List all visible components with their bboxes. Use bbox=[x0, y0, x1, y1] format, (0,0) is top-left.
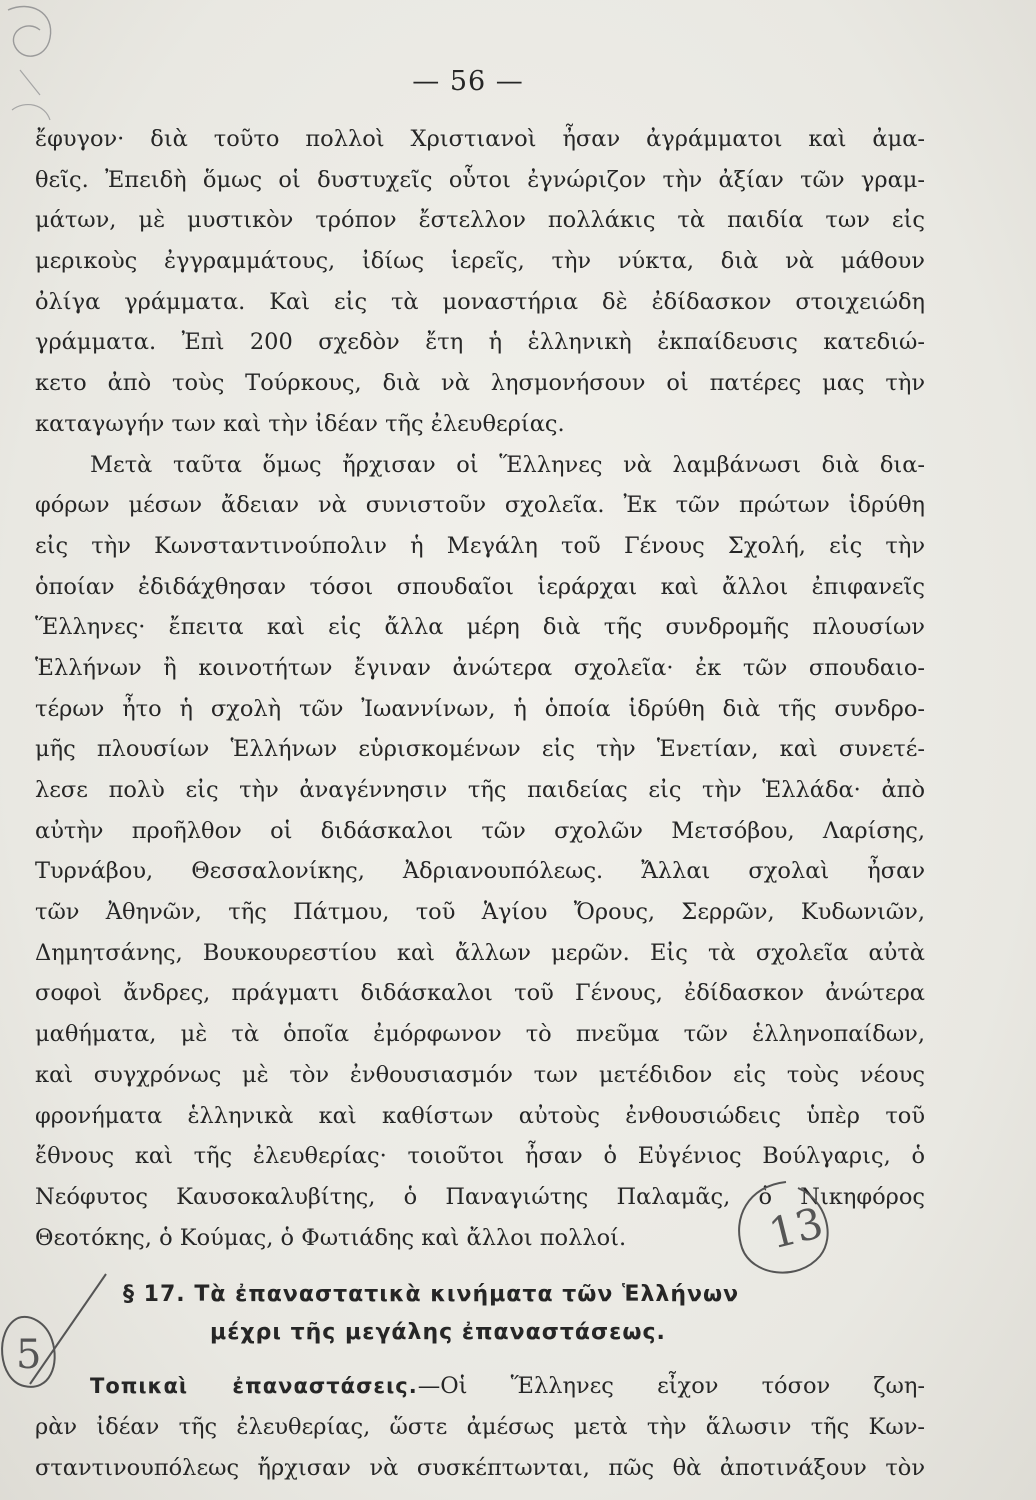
text-line: ὀλίγα γράμματα. Καὶ εἰς τὰ μοναστήρια δὲ ἐδίδασκον στοιχειώδη bbox=[35, 288, 925, 315]
paragraph-3 bbox=[35, 1366, 925, 1488]
subsection-title: Τοπικαὶ ἐπαναστάσεις. bbox=[90, 1374, 418, 1399]
text-line: σοφοὶ ἄνδρες, πράγματι διδάσκαλοι τοῦ Γένους, ἐδίδασκον ἀνώτερα bbox=[35, 980, 925, 1007]
paragraph-2 bbox=[35, 445, 925, 1259]
text-line: φόρων μέσων ἄδειαν νὰ συνιστοῦν σχολεῖα. Ἐκ τῶν πρώτων ἱδρύθη bbox=[35, 492, 925, 519]
text-line: μάτων, μὲ μυστικὸν τρόπον ἔστελλον πολλάκις τὰ παιδία των εἰς bbox=[35, 207, 925, 234]
text-run: —Οἱ Ἕλληνες εἶχον τόσον ζωη- bbox=[417, 1373, 925, 1400]
note-text: 5 bbox=[16, 1332, 42, 1378]
paragraph-1 bbox=[35, 119, 925, 445]
text-line: θεῖς. Ἐπειδὴ ὅμως οἱ δυστυχεῖς οὗτοι ἐγνώριζον τὴν ἀξίαν τῶν γραμ- bbox=[35, 166, 925, 193]
text-line: μῆς πλουσίων Ἑλλήνων εὑρισκομένων εἰς τὴν Ἑνετίαν, καὶ συνετέ- bbox=[35, 736, 925, 763]
text-line: αὐτὴν προῆλθον οἱ διδάσκαλοι τῶν σχολῶν Μετσόβου, Λαρίσης, bbox=[35, 817, 925, 844]
text-line: ρὰν ἰδέαν τῆς ἐλευθερίας, ὥστε ἀμέσως μετὰ τὴν ἅλωσιν τῆς Κων- bbox=[35, 1413, 925, 1440]
page-number: — 56 — bbox=[412, 66, 524, 97]
text-line: Μετὰ ταῦτα ὅμως ἤρχισαν οἱ Ἕλληνες νὰ λαμβάνωσι διὰ δια- bbox=[90, 451, 925, 478]
text-line: φρονήματα ἑλληνικὰ καὶ καθίστων αὐτοὺς ἐνθουσιώδεις ὑπὲρ τοῦ bbox=[35, 1102, 925, 1129]
text-line: Δημητσάνης, Βουκουρεστίου καὶ ἄλλων μερῶν. Εἰς τὰ σχολεῖα αὐτὰ bbox=[35, 939, 925, 966]
text-line: μερικοὺς ἐγγραμμάτους, ἰδίως ἱερεῖς, τὴν νύκτα, διὰ νὰ μάθουν bbox=[35, 248, 925, 275]
text-line: ἔφυγον· διὰ τοῦτο πολλοὶ Χριστιανοὶ ἦσαν ἀγράμματοι καὶ ἀμα- bbox=[35, 126, 925, 152]
text-line: λεσε πολὺ εἰς τὴν ἀναγέννησιν τῆς παιδείας εἰς τὴν Ἑλλάδα· ἀπὸ bbox=[35, 777, 925, 803]
text-line: καταγωγήν των καὶ τὴν ἰδέαν τῆς ἐλευθερίας. bbox=[35, 410, 565, 437]
text-line: γράμματα. Ἐπὶ 200 σχεδὸν ἔτη ἡ ἑλληνικὴ ἐκπαίδευσις κατεδιώ- bbox=[35, 329, 925, 356]
text-line: σταντινουπόλεως ἤρχισαν νὰ συσκέπτωνται, πῶς θὰ ἀποτινάξουν τὸν bbox=[35, 1454, 925, 1481]
text-line: ὁποίαν ἐδιδάχθησαν τόσοι σπουδαῖοι ἱεράρχαι καὶ ἄλλοι ἐπιφανεῖς bbox=[35, 573, 925, 600]
section-number: § 17. bbox=[123, 1282, 186, 1308]
section-heading-continued: μέχρι τῆς μεγάλης ἐπαναστάσεως. bbox=[210, 1320, 666, 1346]
text-line: ἔθνους καὶ τῆς ἐλευθερίας· τοιοῦτοι ἦσαν ὁ Εὐγένιος Βούλγαρις, ὁ bbox=[35, 1143, 925, 1170]
handwritten-page-note-13 bbox=[728, 1178, 838, 1288]
text-line: τῶν Ἀθηνῶν, τῆς Πάτμου, τοῦ Ἁγίου Ὄρους, Σερρῶν, Κυδωνιῶν, bbox=[35, 899, 925, 926]
section-title: Τὰ ἐπαναστατικὰ κινήματα τῶν Ἑλλήνων bbox=[194, 1282, 740, 1308]
note-text: 13 bbox=[764, 1197, 828, 1259]
text-line bbox=[35, 1366, 925, 1407]
text-line: εἰς τὴν Κωνσταντινούπολιν ἡ Μεγάλη τοῦ Γένους Σχολή, εἰς τὴν bbox=[35, 532, 925, 559]
text-line: Τυρνάβου, Θεσσαλονίκης, Ἀδριανουπόλεως. Ἄλλαι σχολαὶ ἦσαν bbox=[35, 858, 925, 885]
text-line: καὶ συγχρόνως μὲ τὸν ἐνθουσιασμόν των μετέδιδον εἰς τοὺς νέους bbox=[35, 1061, 925, 1088]
text-line: Ἑλλήνων ἢ κοινοτήτων ἔγιναν ἀνώτερα σχολεῖα· ἐκ τῶν σπουδαιο- bbox=[35, 654, 925, 681]
text-line: κετο ἀπὸ τοὺς Τούρκους, διὰ νὰ λησμονήσουν οἱ πατέρες μας τὴν bbox=[35, 370, 925, 397]
text-line: τέρων ἦτο ἡ σχολὴ τῶν Ἰωαννίνων, ἡ ὁποία ἱδρύθη διὰ τῆς συνδρο- bbox=[35, 695, 925, 722]
text-line: μαθήματα, μὲ τὰ ὁποῖα ἐμόρφωνον τὸ πνεῦμα τῶν ἑλληνοπαίδων, bbox=[35, 1021, 925, 1048]
text-line: Νεόφυτος Καυσοκαλυβίτης, ὁ Παναγιώτης Παλαμᾶς, ὁ Νικηφόρος bbox=[35, 1183, 925, 1210]
handwritten-margin-note-5 bbox=[0, 1268, 120, 1408]
pencil-mark-top-left bbox=[0, 0, 90, 140]
text-line: Θεοτόκης, ὁ Κούμας, ὁ Φωτιάδης καὶ ἄλλοι πολλοί. bbox=[35, 1224, 627, 1251]
text-line: Ἕλληνες· ἔπειτα καὶ εἰς ἄλλα μέρη διὰ τῆς συνδρομῆς πλουσίων bbox=[35, 614, 925, 641]
